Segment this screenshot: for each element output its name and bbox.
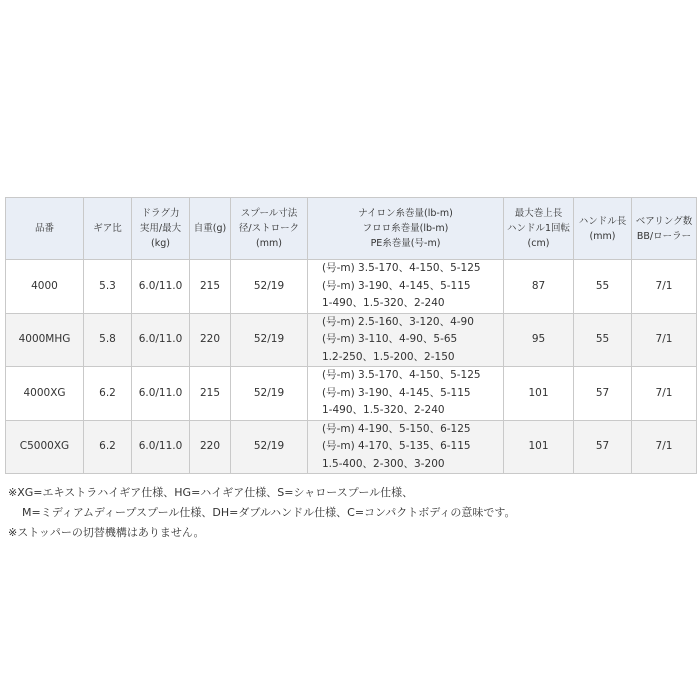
header-drag: ドラグ力 実用/最大 (kg)	[132, 198, 190, 260]
cell-line-capacity: (号-m) 3.5-170、4-150、5-125 (号-m) 3-190、4-145、5-115 1-490、1.5-320、2-240	[308, 367, 504, 421]
header-retrieve: 最大巻上長 ハンドル1回転 (cm)	[504, 198, 574, 260]
cell-handle-length: 57	[574, 420, 632, 474]
cell-handle-length: 55	[574, 260, 632, 314]
cell-handle-length: 55	[574, 313, 632, 367]
cell-weight: 215	[190, 260, 231, 314]
header-weight: 自重(g)	[190, 198, 231, 260]
cell-weight: 220	[190, 420, 231, 474]
cell-weight: 215	[190, 367, 231, 421]
cell-model: 4000	[6, 260, 84, 314]
cell-spool: 52/19	[231, 420, 308, 474]
table-row	[6, 313, 697, 367]
cell-gear-ratio: 5.8	[84, 313, 132, 367]
footnote-model-suffixes: ※XG=エキストラハイギア仕様、HG=ハイギア仕様、S=シャロースプール仕様、	[8, 486, 414, 499]
cell-weight: 220	[190, 313, 231, 367]
footnotes	[8, 483, 698, 543]
table-row	[6, 367, 697, 421]
cell-model: C5000XG	[6, 420, 84, 474]
cell-line-capacity: (号-m) 2.5-160、3-120、4-90 (号-m) 3-110、4-90、5-65 1.2-250、1.5-200、2-150	[308, 313, 504, 367]
cell-bearings: 7/1	[632, 260, 697, 314]
cell-model: 4000XG	[6, 367, 84, 421]
header-model: 品番	[6, 198, 84, 260]
cell-gear-ratio: 6.2	[84, 367, 132, 421]
cell-model: 4000MHG	[6, 313, 84, 367]
cell-gear-ratio: 6.2	[84, 420, 132, 474]
cell-drag: 6.0/11.0	[132, 313, 190, 367]
header-spool: スプール寸法 径/ストローク (mm)	[231, 198, 308, 260]
footnote-stopper: ※ストッパーの切替機構はありません。	[8, 526, 205, 539]
cell-line-capacity: (号-m) 3.5-170、4-150、5-125 (号-m) 3-190、4-145、5-115 1-490、1.5-320、2-240	[308, 260, 504, 314]
footnote-model-suffixes-continued: M=ミディアムディープスプール仕様、DH=ダブルハンドル仕様、C=コンパクトボディの意味です。	[22, 506, 516, 519]
spec-table	[5, 197, 697, 474]
cell-handle-length: 57	[574, 367, 632, 421]
table-row	[6, 260, 697, 314]
header-bearings: ベアリング数 BB/ローラー	[632, 198, 697, 260]
cell-spool: 52/19	[231, 313, 308, 367]
header-line-capacity: ナイロン糸巻量(lb-m) フロロ糸巻量(lb-m) PE糸巻量(号-m)	[308, 198, 504, 260]
cell-bearings: 7/1	[632, 420, 697, 474]
cell-bearings: 7/1	[632, 313, 697, 367]
cell-line-capacity: (号-m) 4-190、5-150、6-125 (号-m) 4-170、5-135、6-115 1.5-400、2-300、3-200	[308, 420, 504, 474]
cell-drag: 6.0/11.0	[132, 367, 190, 421]
cell-retrieve: 95	[504, 313, 574, 367]
header-handle-length: ハンドル長 (mm)	[574, 198, 632, 260]
cell-drag: 6.0/11.0	[132, 420, 190, 474]
cell-retrieve: 87	[504, 260, 574, 314]
table-row	[6, 420, 697, 474]
cell-spool: 52/19	[231, 367, 308, 421]
cell-drag: 6.0/11.0	[132, 260, 190, 314]
cell-bearings: 7/1	[632, 367, 697, 421]
header-row	[6, 198, 697, 260]
cell-gear-ratio: 5.3	[84, 260, 132, 314]
header-gear-ratio: ギア比	[84, 198, 132, 260]
cell-spool: 52/19	[231, 260, 308, 314]
cell-retrieve: 101	[504, 367, 574, 421]
cell-retrieve: 101	[504, 420, 574, 474]
